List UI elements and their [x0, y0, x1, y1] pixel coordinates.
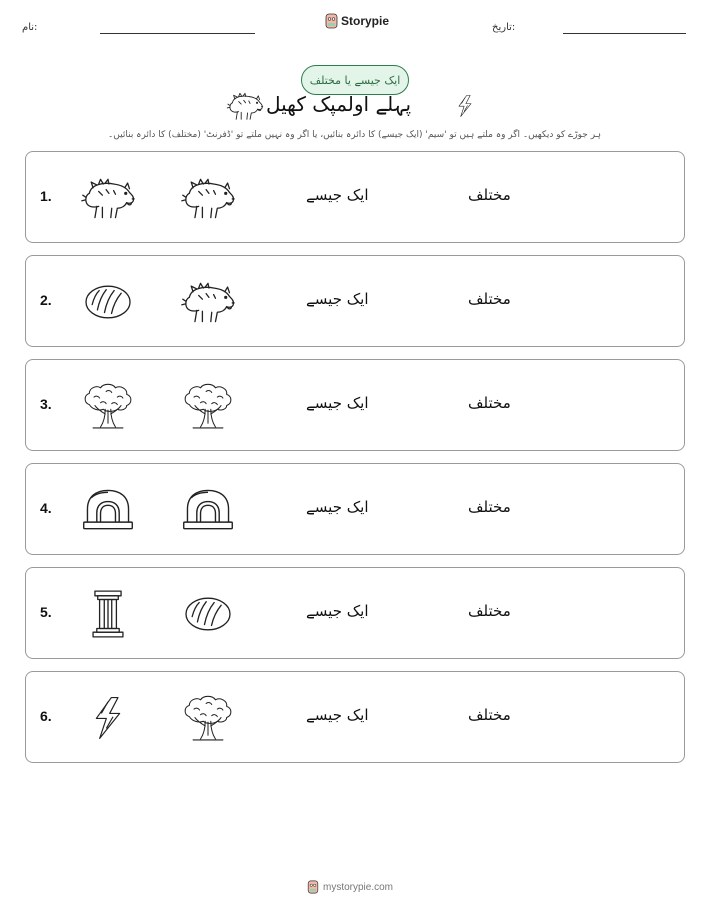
picture-slot	[80, 378, 136, 434]
picture-slot	[180, 690, 236, 746]
question-card	[25, 359, 685, 451]
picture-slot	[180, 378, 236, 434]
different-option[interactable]: مختلف	[468, 186, 511, 204]
instructions: ہر جوڑے کو دیکھیں۔ اگر وہ ملتے ہیں تو 'سیم' (ایک جیسے) کا دائرہ بنائیں، یا اگر وہ نہیں ملتے تو 'ڈفرنٹ' (مختلف) کا دائرہ بنائیں۔	[108, 130, 601, 140]
oven-icon	[180, 486, 236, 534]
same-option[interactable]: ایک جیسے	[306, 498, 369, 516]
question-number: 5.	[40, 604, 52, 620]
picture-slot	[180, 586, 236, 642]
date-label: تاریخ:	[492, 22, 516, 33]
storypie-mascot-icon	[307, 880, 319, 894]
oven-icon	[80, 486, 136, 534]
question-number: 4.	[40, 500, 52, 516]
same-option[interactable]: ایک جیسے	[306, 706, 369, 724]
brand-logo	[325, 13, 389, 29]
worksheet-type-badge: ایک جیسے یا مختلف	[301, 65, 409, 95]
date-line	[563, 33, 686, 34]
column-icon	[80, 588, 136, 640]
bread-icon	[181, 592, 235, 636]
question-number: 2.	[40, 292, 52, 308]
different-option[interactable]: مختلف	[468, 290, 511, 308]
different-option[interactable]: مختلف	[468, 394, 511, 412]
footer-url: mystorypie.com	[323, 881, 394, 893]
same-option[interactable]: ایک جیسے	[306, 186, 369, 204]
footer	[307, 880, 393, 894]
question-number: 3.	[40, 396, 52, 412]
picture-slot	[80, 170, 136, 226]
boar-icon	[226, 90, 264, 122]
bread-icon	[81, 280, 135, 324]
title-row	[222, 88, 482, 124]
olive-tree-icon	[180, 380, 236, 432]
picture-slot	[180, 482, 236, 538]
olive-tree-icon	[80, 380, 136, 432]
picture-slot	[80, 690, 136, 746]
picture-slot	[80, 482, 136, 538]
brand-name: Storypie	[341, 14, 390, 28]
different-option[interactable]: مختلف	[468, 602, 511, 620]
olive-tree-icon	[180, 692, 236, 744]
different-option[interactable]: مختلف	[468, 706, 511, 724]
picture-slot	[180, 274, 236, 330]
lightning-icon	[452, 90, 478, 122]
question-number: 6.	[40, 708, 52, 724]
same-option[interactable]: ایک جیسے	[306, 602, 369, 620]
same-option[interactable]: ایک جیسے	[306, 394, 369, 412]
same-option[interactable]: ایک جیسے	[306, 290, 369, 308]
lightning-icon	[83, 693, 133, 743]
question-number: 1.	[40, 188, 52, 204]
name-line	[100, 33, 255, 34]
page-title: پہلے اولمپک کھیل	[266, 92, 412, 116]
boar-icon	[180, 277, 236, 327]
different-option[interactable]: مختلف	[468, 498, 511, 516]
storypie-mascot-icon	[325, 13, 338, 29]
picture-slot	[180, 170, 236, 226]
question-card	[25, 151, 685, 243]
boar-icon	[80, 173, 136, 223]
question-card	[25, 255, 685, 347]
name-label: نام:	[22, 22, 38, 33]
question-card	[25, 567, 685, 659]
question-card	[25, 671, 685, 763]
boar-icon	[180, 173, 236, 223]
question-card	[25, 463, 685, 555]
picture-slot	[80, 586, 136, 642]
picture-slot	[80, 274, 136, 330]
